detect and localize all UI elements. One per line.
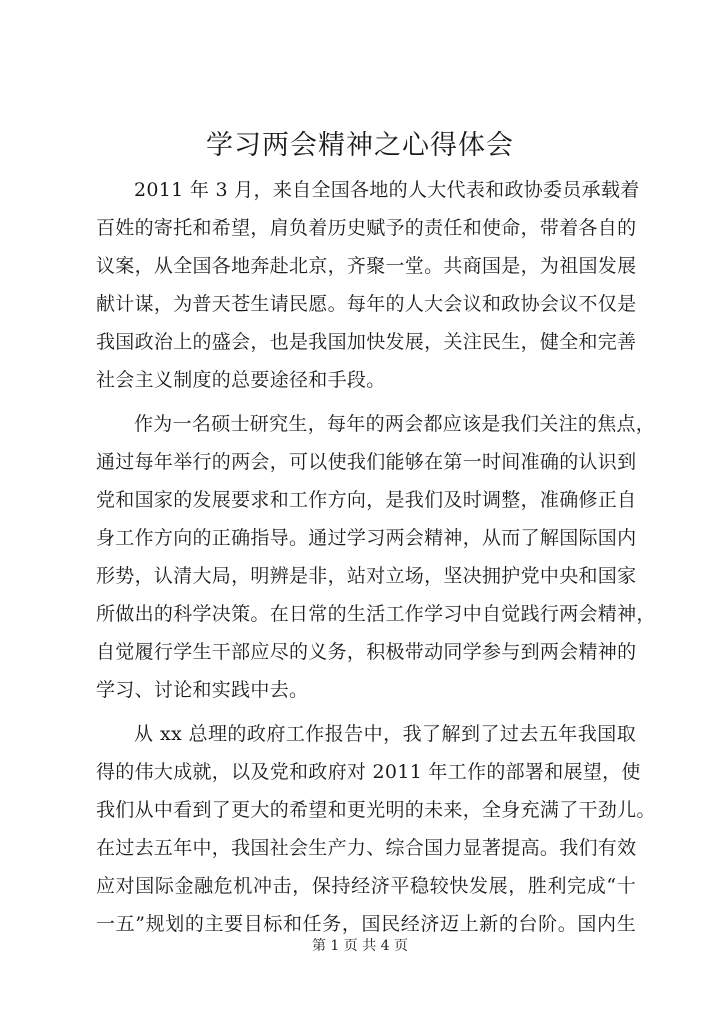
text-line: 我们从中看到了更大的希望和更光明的未来，全身充满了干劲儿。 (96, 799, 656, 821)
text-line: 一五”规划的主要目标和任务，国民经济迈上新的台阶。国内生 (96, 913, 636, 935)
text-line: 作为一名硕士研究生，每年的两会都应该是我们关注的焦点， (134, 413, 656, 435)
paragraph-2 (96, 405, 656, 709)
text-line: 党和国家的发展要求和工作方向，是我们及时调整，准确修正自 (96, 489, 637, 511)
text-line: 议案，从全国各地奔赴北京，齐聚一堂。共商国是，为祖国发展 (96, 255, 637, 277)
text-line: 献计谋，为普天苍生请民愿。每年的人大会议和政协会议不仅是 (96, 293, 637, 315)
page-title: 学习两会精神之心得体会 (206, 130, 514, 161)
document-body (96, 171, 656, 949)
text-line: 在过去五年中，我国社会生产力、综合国力显著提高。我们有效 (96, 837, 637, 859)
text-line: 百姓的寄托和希望，肩负着历史赋予的责任和使命，带着各自的 (96, 217, 637, 239)
text-line: 2011 年 3 月，来自全国各地的人大代表和政协委员承载着 (134, 179, 640, 201)
text-line: 应对国际金融危机冲击，保持经济平稳较快发展，胜利完成“十 (96, 875, 636, 897)
text-line: 社会主义制度的总要途径和手段。 (96, 369, 386, 391)
text-line: 形势，认清大局，明辨是非，站对立场，坚决拥护党中央和国家 (96, 565, 637, 587)
text-line: 自觉履行学生干部应尽的义务，积极带动同学参与到两会精神的 (96, 641, 637, 663)
text-line: 所做出的科学决策。在日常的生活工作学习中自觉践行两会精神， (96, 603, 656, 625)
text-line: 身工作方向的正确指导。通过学习两会精神，从而了解国际国内 (96, 527, 637, 549)
text-line: 从 xx 总理的政府工作报告中，我了解到了过去五年我国取 (134, 723, 636, 745)
text-line: 通过每年举行的两会，可以使我们能够在第一时间准确的认识到 (96, 451, 637, 473)
text-line: 学习、讨论和实践中去。 (96, 679, 309, 701)
paragraph-3 (96, 715, 656, 943)
text-line: 我国政治上的盛会，也是我国加快发展，关注民生，健全和完善 (96, 331, 637, 353)
paragraph-1 (96, 171, 640, 399)
text-line: 得的伟大成就，以及党和政府对 2011 年工作的部署和展望，使 (96, 761, 641, 783)
page-number-footer: 第 1 页 共 4 页 (311, 938, 409, 954)
